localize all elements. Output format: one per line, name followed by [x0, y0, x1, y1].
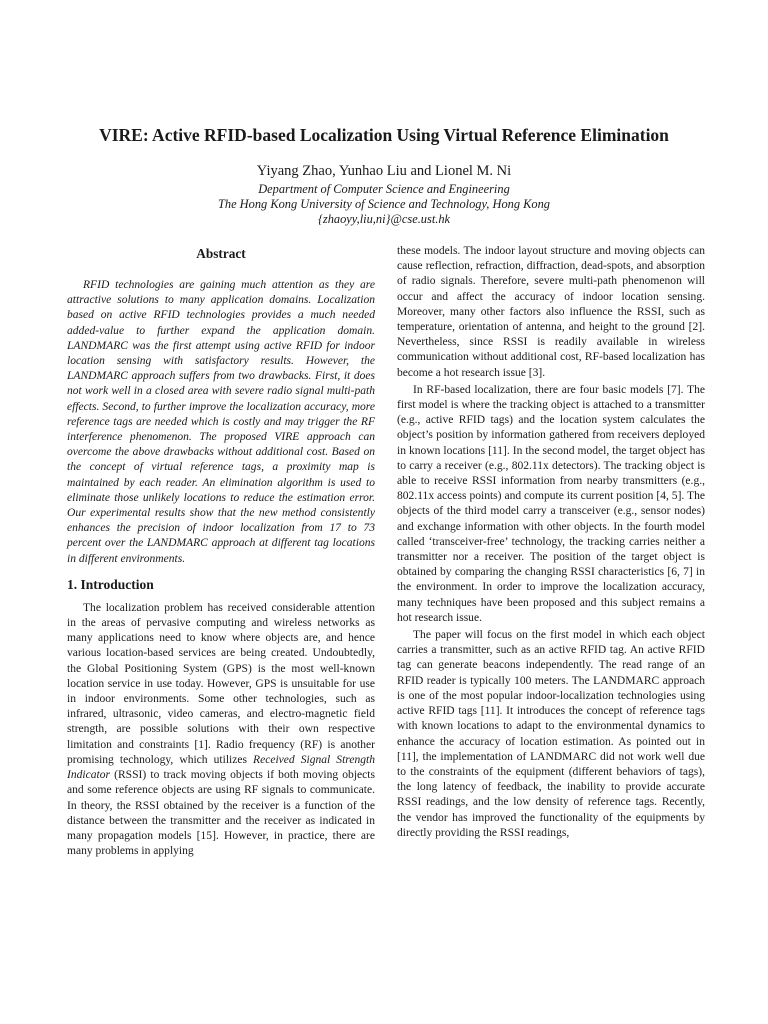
abstract-body: RFID technologies are gaining much attention as they are attractive solutions to many application domains. Localization based on active RFID technologies provides a much needed added-value to further expand the application domain. LANDMARC was the first attempt using active RFID for indoor location sensing with satisfactory results. However, the LANDMARC approach suffers from two drawbacks. First, it does not work well in a closed area with severe radio signal multi-path effects. Second, to further improve the localization accuracy, more reference tags are needed which is costly and may trigger the RF interference phenomenon. The proposed VIRE approach can overcome the above drawbacks without additional cost. Based on the concept of virtual reference tags, a proximity map is maintained by each reader. An elimination algorithm is used to eliminate those unlikely locations to reduce the estimation error. Our experimental results show that the new method consistently enhances the precision of indoor localization from 17 to 73 percent over the LANDMARC approach at different tag locations in different environments. [67, 279, 375, 565]
intro-paragraph-3: The paper will focus on the first model in which each object carries a transmitter, such as an active RFID tag. An active RFID tag can generate beacons independently. The read range of an RFID reader is typically 100 meters. The LANDMARC approach is one of the most popular indoor-localization technologies using active RFID tags [11]. It introduces the concept of reference tags with known locations to adapt to the environmental dynamics to enhance the accuracy of location estimation. As pointed out in [11], the implementation of LANDMARC did not work well due to the constraints of the equipment (different behaviors of tags), the long latency of feedback, the inability to provide accurate RSSI readings, and the low density of reference tags. Recently, the vendor has improved the functionality of the equipments by directly providing the RSSI readings, [397, 629, 705, 839]
left-column [67, 244, 375, 859]
abstract-heading: Abstract [196, 246, 246, 261]
paper-authors: Yiyang Zhao, Yunhao Liu and Lionel M. Ni [256, 163, 512, 179]
intro-paragraph-2: In RF-based localization, there are four basic models [7]. The first model is where the tracking object is attached to a transmitter (e.g., active RFID tags) and the location system calculates the object’s position by information gathered from receivers deployed in known locations [11]. In the second model, the target object has to carry a receiver (e.g., 802.11x detectors). The tracking object is able to receive RSSI information from nearby transmitters (e.g., 802.11x access points) and compute its current position [4, 5]. The objects of the third model carry a transceiver (e.g., sensor nodes) and exchange information with other objects. In the fourth model called ‘transceiver-free’ technology, the tracking carries neither a transmitter nor a receiver. The position of the target object is obtained by comparing the changing RSSI characteristics [6, 7] in the environment. In order to improve the localization accuracy, many techniques have been proposed and this subject remains a hot research issue. [397, 383, 705, 624]
intro-paragraph-1-continued: these models. The indoor layout structure and moving objects can cause reflection, refraction, diffraction, dead-spots, and absorption of radio signals. Therefore, severe multi-path phenomenon will occur and affect the accuracy of indoor location sensing. Moreover, many other factors also influence the RSSI, such as temperature, orientation of antenna, and height to the ground [2]. Nevertheless, since RSSI is readily available in wireless communication without additional cost, RF-based localization has become a hot research issue [3]. [397, 245, 705, 379]
intro-paragraph-1-part-b: (RSSI) to track moving objects if both moving objects and some reference objects are using RF signals to communicate. In theory, the RSSI obtained by the receiver is a function of the distance between the transmitter and the receiver as indicated in many propagation models [15]. However, in practice, there are many problems in applying [67, 769, 375, 858]
intro-paragraph-1-part-a: The localization problem has received considerable attention in the areas of pervasive computing and wireless networks as many applications need to know where objects are, and hence various location-based services are being created. Undoubtedly, the Global Positioning System (GPS) is the most well-known location service in use today. However, GPS is unsuitable for use in indoor environments. Some other technologies, such as infrared, ultrasonic, video cameras, and electro-magnetic field strength, are possible solutions with their own respective limitation and constraints [1]. Radio frequency (RF) is another promising technology, which utilizes [67, 601, 375, 766]
intro-paragraph-1-emphasis: Received Signal Strength Indicator [67, 753, 375, 782]
right-column [397, 244, 705, 841]
affiliation-email: {zhaoyy,liu,ni}@cse.ust.hk [317, 212, 451, 226]
intro-paragraph-1 [67, 601, 375, 859]
paper-title: VIRE: Active RFID-based Localization Using Virtual Reference Elimination [99, 125, 669, 145]
introduction-heading: 1. Introduction [67, 576, 154, 592]
affiliation-department: Department of Computer Science and Engineering [258, 182, 510, 196]
affiliation-university: The Hong Kong University of Science and Technology, Hong Kong [218, 197, 550, 211]
